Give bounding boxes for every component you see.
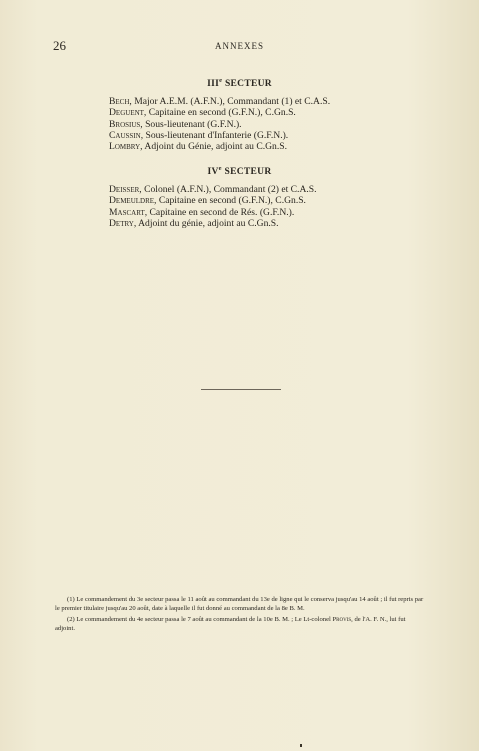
officer-detail: , Major A.E.M. (A.F.N.), Commandant (1) et C.A.S. — [129, 96, 331, 107]
roster-entry — [109, 141, 330, 152]
section-numeral: IV — [207, 167, 219, 178]
roster-entry — [109, 130, 330, 141]
officer-name: Detry — [109, 217, 134, 229]
roster-iv — [109, 184, 317, 229]
officer-name: Mascart — [109, 206, 145, 218]
officer-detail: , Adjoint du génie, adjoint au C.Gn.S. — [133, 217, 279, 229]
officer-detail: , Capitaine en second de Rés. (G.F.N.). — [144, 206, 295, 218]
footnote-line: 8e B. M. — [281, 605, 305, 613]
running-head: ANNEXES — [215, 41, 264, 51]
footnotes — [55, 595, 427, 635]
footnote-line: (1) Le commandement du 3e secteur passa le 11 août au commandant du 13e de ligne qui le conserva jusqu'au — [67, 596, 358, 603]
roster-entry — [109, 207, 317, 218]
divider-rule — [201, 389, 281, 390]
officer-detail: , Colonel (A.F.N.), Commandant (2) et C.A.S. — [139, 184, 317, 195]
officer-detail: , Sous-lieutenant d'Infanterie (G.F.N.). — [140, 129, 289, 141]
footnote-person-name: Provis — [332, 615, 352, 623]
officer-name: Brosius — [109, 118, 141, 130]
roster-entry — [109, 195, 317, 206]
officer-name: Demeuldre — [109, 195, 155, 207]
section-suffix: e — [219, 77, 223, 84]
footnote-text: (2) Le commandement du 4e secteur passa le 7 août au commandant de la 10e B. M. ; Le Lt-colonel — [67, 615, 333, 623]
roster-entry — [109, 107, 330, 118]
officer-detail: , Capitaine en second (G.F.N.), C.Gn.S. — [154, 195, 306, 207]
officer-name: Deguent — [109, 107, 144, 119]
roster-entry — [109, 184, 317, 195]
footnote-line: de l'A. F. N., lui fut adjoint. — [55, 615, 406, 633]
section-numeral: III — [207, 79, 220, 90]
section-title-iii — [0, 77, 479, 89]
officer-detail: , Adjoint du Génie, adjoint au C.Gn.S. — [140, 141, 287, 153]
footnote-text: , — [351, 615, 353, 623]
footnote-2 — [55, 615, 427, 634]
officer-name: Bech — [109, 96, 130, 107]
roster-iii — [109, 96, 330, 152]
footnote-1 — [55, 595, 427, 614]
section-suffix: e — [218, 165, 222, 172]
roster-entry — [109, 218, 317, 229]
section-word: SECTEUR — [222, 79, 272, 90]
officer-detail: , Sous-lieutenant (G.F.N.). — [140, 118, 242, 130]
officer-detail: , Capitaine en second (G.F.N.), C.Gn.S. — [143, 107, 296, 119]
officer-name: Lombry — [109, 141, 141, 153]
roster-entry — [109, 96, 330, 107]
officer-name: Caussin — [109, 129, 141, 141]
ink-speck — [300, 744, 302, 747]
roster-entry — [109, 119, 330, 130]
page-number: 26 — [53, 38, 66, 53]
footnote-line: 14 août ; il fut repris par le premier titulaire jusqu'au 20 août, date à laquelle il fut donné au commandant de la — [55, 596, 424, 613]
section-word: SECTEUR — [221, 167, 272, 178]
officer-name: Deisser — [109, 184, 140, 195]
section-title-iv — [0, 165, 479, 177]
